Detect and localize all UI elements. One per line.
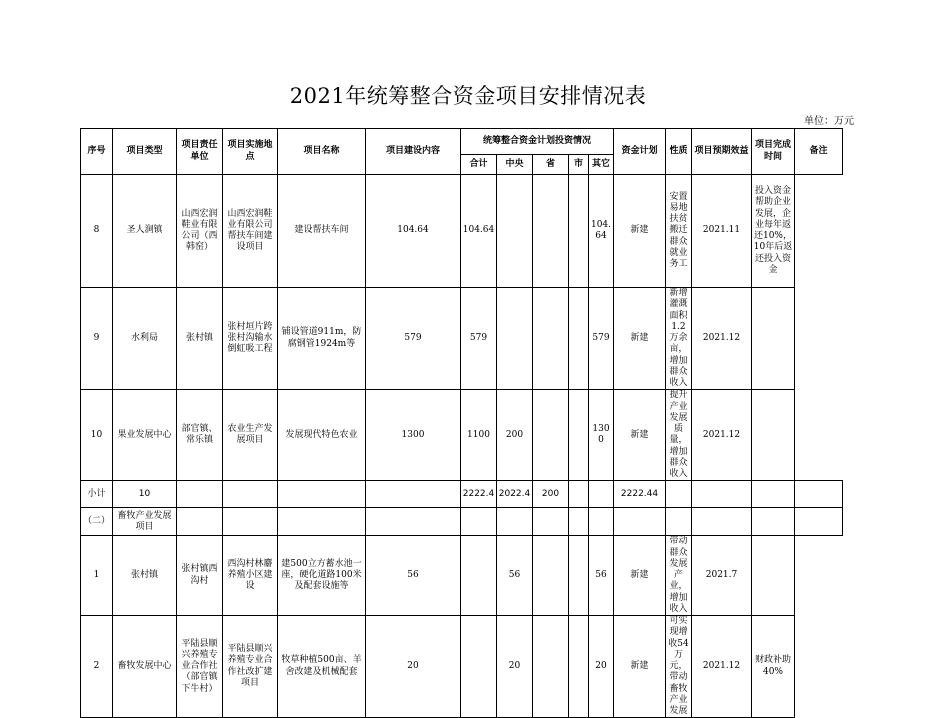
cell-province: [497, 175, 533, 288]
cell-nature: 新建: [614, 616, 666, 718]
cell-name: 建设帮扶车间: [278, 175, 366, 288]
cell-other: [569, 536, 589, 616]
cell-benefit: 提升产业发展质量，增加群众收入: [666, 390, 692, 481]
header-central: 中央: [497, 155, 533, 175]
header-total: 合计: [461, 155, 497, 175]
cell-fund-plan: 579: [589, 288, 614, 390]
header-name: 项目名称: [278, 129, 366, 175]
empty-cell: [533, 508, 569, 536]
cell-city: [533, 288, 569, 390]
cell-fund-plan: 56: [589, 536, 614, 616]
cell-type: 畜牧发展中心: [113, 616, 177, 718]
empty-cell: [795, 508, 843, 536]
cell-note: [752, 288, 795, 390]
cell-nature: 新建: [614, 390, 666, 481]
header-plan-group: 统筹整合资金计划投资情况: [461, 129, 614, 155]
header-finish: 项目完成时间: [752, 129, 795, 175]
empty-cell: [589, 481, 614, 508]
unit-label: 单位：万元: [804, 116, 854, 127]
cell-finish: 2021.12: [692, 390, 752, 481]
cell-city: [533, 390, 569, 481]
header-nature: 性质: [666, 129, 692, 175]
cell-note: 财政补助40%: [752, 616, 795, 718]
table-row: [81, 175, 843, 288]
header-province: 省: [533, 155, 569, 175]
cell-other: [569, 616, 589, 718]
header-type: 项目类型: [113, 129, 177, 175]
cell-nature: 新建: [614, 288, 666, 390]
cell-type: 张村镇: [113, 536, 177, 616]
subtotal-fund-plan: 2222.44: [614, 481, 666, 508]
table-row: [81, 536, 843, 616]
empty-cell: [177, 481, 223, 508]
empty-cell: [223, 481, 278, 508]
cell-seq: 9: [81, 288, 113, 390]
empty-cell: [614, 508, 666, 536]
empty-cell: [666, 508, 692, 536]
cell-name: 牧草种植500亩、羊舍改建及机械配套: [278, 616, 366, 718]
empty-cell: [569, 508, 589, 536]
cell-province: 200: [497, 390, 533, 481]
cell-other: [569, 288, 589, 390]
cell-province: 56: [497, 536, 533, 616]
header-unit: 项目责任单位: [177, 129, 223, 175]
cell-total: 104.64: [366, 175, 461, 288]
cell-benefit: 安置易地扶贫搬迁群众就业务工: [666, 175, 692, 288]
cell-fund-plan: 104.64: [589, 175, 614, 288]
table-row: [81, 288, 843, 390]
cell-central: 1100: [461, 390, 497, 481]
empty-cell: [589, 508, 614, 536]
header-content: 项目建设内容: [366, 129, 461, 175]
header-fund-plan: 资金计划: [614, 129, 666, 175]
section-type: 畜牧产业发展项目: [113, 508, 177, 536]
cell-seq: 1: [81, 536, 113, 616]
cell-benefit: 带动群众发展产业，增加收入: [666, 536, 692, 616]
cell-total: 579: [366, 288, 461, 390]
cell-name: 建500立方蓄水池一座，硬化道路100米及配套设施等: [278, 536, 366, 616]
cell-city: [533, 616, 569, 718]
empty-cell: [752, 481, 795, 508]
cell-name: 铺设管道911m，防腐钢管1924m等: [278, 288, 366, 390]
cell-fund-plan: 20: [589, 616, 614, 718]
empty-cell: [692, 481, 752, 508]
cell-place: 西沟村林麝养殖小区建设: [223, 536, 278, 616]
cell-unit: 平陆县顺兴养殖专业合作社（部官镇下牛村）: [177, 616, 223, 718]
subtotal-total: 2222.4: [461, 481, 497, 508]
cell-type: 圣人涧镇: [113, 175, 177, 288]
cell-seq: 2: [81, 616, 113, 718]
cell-type: 水利局: [113, 288, 177, 390]
cell-finish: 2021.12: [692, 616, 752, 718]
cell-province: [497, 288, 533, 390]
header-city: 市: [569, 155, 589, 175]
cell-seq: 10: [81, 390, 113, 481]
empty-cell: [278, 508, 366, 536]
cell-place: 平陆县顺兴养殖专业合作社改扩建项目: [223, 616, 278, 718]
empty-cell: [177, 508, 223, 536]
subtotal-label: 小计: [81, 481, 113, 508]
cell-unit: 张村镇西沟村: [177, 536, 223, 616]
table-row: [81, 390, 843, 481]
cell-name: 发展现代特色农业: [278, 390, 366, 481]
cell-other: [569, 175, 589, 288]
cell-fund-plan: 1300: [589, 390, 614, 481]
cell-type: 果业发展中心: [113, 390, 177, 481]
cell-benefit: 可实现增收54万元，带动畜牧产业发展: [666, 616, 692, 718]
header-other: 其它: [589, 155, 614, 175]
cell-finish: 2021.12: [692, 288, 752, 390]
cell-central: [461, 536, 497, 616]
cell-total: 56: [366, 536, 461, 616]
cell-place: 农业生产发展项目: [223, 390, 278, 481]
cell-central: [461, 616, 497, 718]
cell-central: 104.64: [461, 175, 497, 288]
empty-cell: [666, 481, 692, 508]
subtotal-type: 10: [113, 481, 177, 508]
empty-cell: [752, 508, 795, 536]
cell-finish: 2021.11: [692, 175, 752, 288]
project-table: [80, 128, 843, 718]
cell-place: 山西宏润鞋业有限公司帮扶车间建设项目: [223, 175, 278, 288]
cell-seq: 8: [81, 175, 113, 288]
empty-cell: [795, 481, 843, 508]
empty-cell: [366, 508, 461, 536]
subtotal-province: 200: [533, 481, 569, 508]
header-note: 备注: [795, 129, 843, 175]
header-row-1: [81, 129, 843, 155]
cell-place: 张村垣片跨张村沟输水倒虹吸工程: [223, 288, 278, 390]
cell-city: [533, 175, 569, 288]
empty-cell: [461, 508, 497, 536]
cell-note: [752, 536, 795, 616]
cell-city: [533, 536, 569, 616]
cell-total: 1300: [366, 390, 461, 481]
page-title: 2021年统筹整合资金项目安排情况表: [289, 84, 647, 108]
cell-central: 579: [461, 288, 497, 390]
cell-note: [752, 390, 795, 481]
cell-unit: 山西宏润鞋业有限公司（西韩窑）: [177, 175, 223, 288]
cell-note: 投入资金帮助企业发展，企业每年返还10%，10年后返还投入资金: [752, 175, 795, 288]
subtotal-central: 2022.4: [497, 481, 533, 508]
cell-total: 20: [366, 616, 461, 718]
section-label: （二）: [81, 508, 113, 536]
table-row: [81, 616, 843, 718]
empty-cell: [569, 481, 589, 508]
cell-unit: 张村镇: [177, 288, 223, 390]
subtotal-row: [81, 481, 843, 508]
header-seq: 序号: [81, 129, 113, 175]
empty-cell: [223, 508, 278, 536]
empty-cell: [366, 481, 461, 508]
header-benefit: 项目预期效益: [692, 129, 752, 175]
cell-other: [569, 390, 589, 481]
cell-province: 20: [497, 616, 533, 718]
section-row: [81, 508, 843, 536]
empty-cell: [278, 481, 366, 508]
header-place: 项目实施地点: [223, 129, 278, 175]
empty-cell: [497, 508, 533, 536]
cell-finish: 2021.7: [692, 536, 752, 616]
empty-cell: [692, 508, 752, 536]
cell-nature: 新建: [614, 175, 666, 288]
cell-unit: 部官镇、常乐镇: [177, 390, 223, 481]
cell-nature: 新建: [614, 536, 666, 616]
cell-benefit: 新增灌溉面积1.2万余亩，增加群众收入: [666, 288, 692, 390]
